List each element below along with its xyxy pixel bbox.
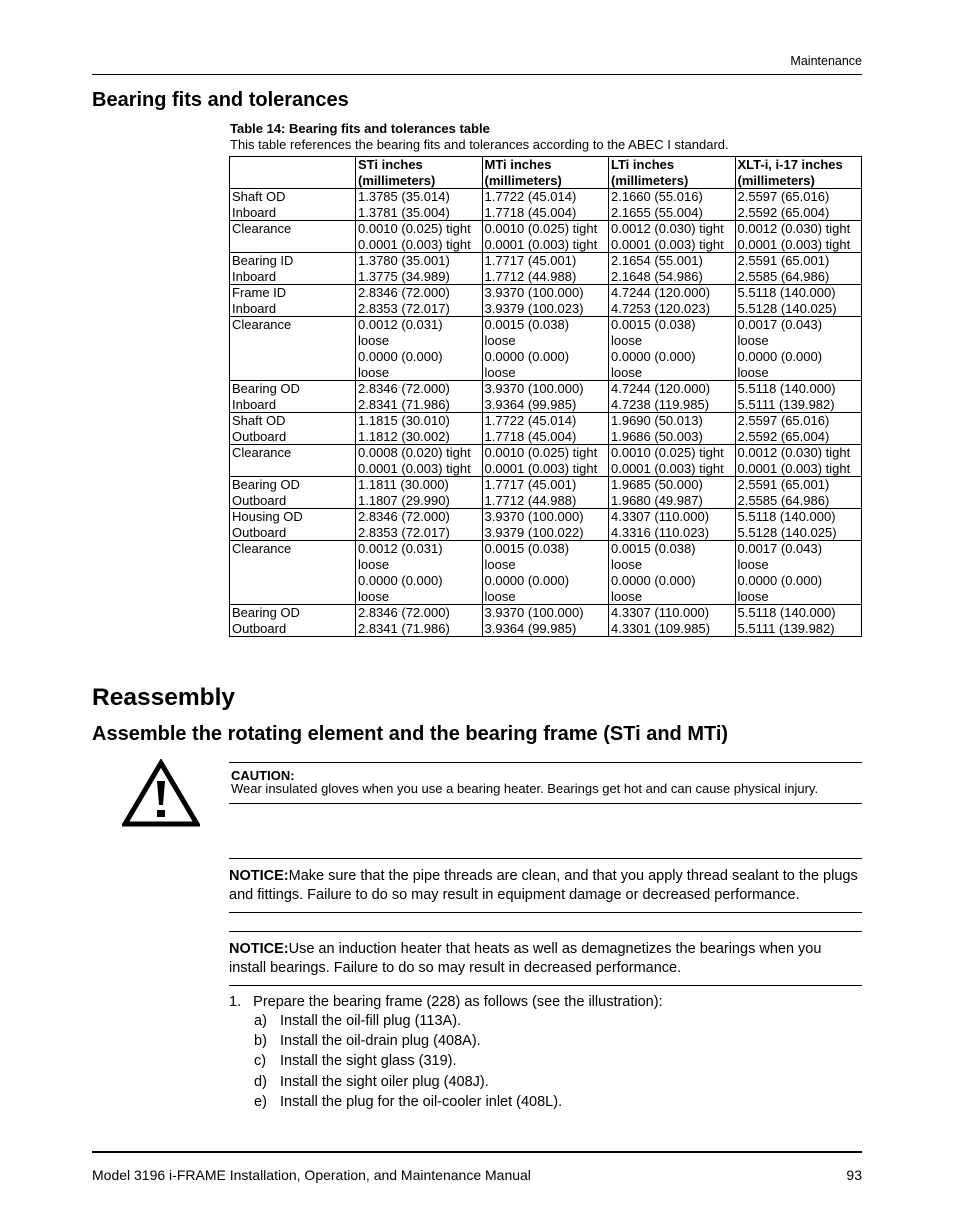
notice-text: Make sure that the pipe threads are clean, and that you apply thread sealant to the plugs and fittings. Failure to do so may result in equipment damage or decreased performance. [229, 868, 858, 903]
cell-line: loose [611, 364, 643, 380]
cell-line: 1.3781 (35.004) [358, 204, 450, 220]
row-label [230, 477, 356, 509]
table-caption: Table 14: Bearing fits and tolerances table [230, 121, 490, 136]
table-row [230, 541, 862, 605]
cell-line: 0.0001 (0.003) tight [737, 460, 851, 476]
table-cell [735, 477, 862, 509]
row-label-line: Bearing OD [232, 477, 300, 492]
row-label-line: Clearance [232, 541, 292, 556]
bearing-tolerances-table [229, 156, 862, 637]
row-label-line: Outboard [232, 428, 287, 444]
substep-letter: e) [254, 1094, 267, 1110]
column-header-line: STi inches [358, 157, 423, 172]
cell-line: 0.0000 (0.000) [484, 349, 570, 364]
table-cell [735, 381, 862, 413]
procedure-heading: Assemble the rotating element and the bearing frame (STi and MTi) [92, 723, 729, 745]
cell-line: 0.0012 (0.031) [358, 317, 443, 332]
cell-line: 3.9364 (99.985) [484, 620, 577, 636]
row-label-line: Inboard [232, 300, 277, 316]
table-cell [356, 413, 483, 445]
table-cell [482, 509, 609, 541]
cell-line: 2.8341 (71.986) [358, 396, 450, 412]
cell-line: 2.5597 (65.016) [737, 413, 830, 428]
cell-line: 5.5118 (140.000) [737, 605, 836, 620]
cell-line: loose [358, 364, 390, 380]
cell-line: 3.9364 (99.985) [484, 396, 577, 412]
table-row [230, 221, 862, 253]
cell-line: loose [737, 556, 769, 572]
cell-line: 1.1815 (30.010) [358, 413, 450, 428]
notice-text: Use an induction heater that heats as well as demagnetizes the bearings when you install bearings. Failure to do so may result in decreased performance. [229, 941, 822, 976]
row-label [230, 189, 356, 221]
cell-line: loose [484, 588, 516, 604]
row-label-line: Bearing ID [232, 253, 294, 268]
cell-line: 1.7722 (45.014) [484, 413, 577, 428]
cell-line: 2.5592 (65.004) [737, 204, 830, 220]
row-label [230, 605, 356, 637]
cell-line: 2.8341 (71.986) [358, 620, 450, 636]
cell-line: 1.1807 (29.990) [358, 492, 450, 508]
cell-line: 0.0008 (0.020) tight [358, 445, 471, 460]
cell-line: 5.5118 (140.000) [737, 509, 836, 524]
table-row [230, 413, 862, 445]
cell-line: 0.0017 (0.043) [737, 541, 823, 556]
table-cell [482, 381, 609, 413]
reassembly-heading: Reassembly [92, 684, 236, 711]
substep-letter: b) [254, 1033, 267, 1049]
cell-line: 0.0012 (0.030) tight [737, 221, 851, 236]
table-header-row [230, 157, 862, 189]
column-header-line: (millimeters) [737, 172, 815, 188]
caution-box [229, 762, 862, 804]
table-cell [482, 317, 609, 381]
cell-line: loose [611, 588, 643, 604]
cell-line: loose [484, 364, 516, 380]
table-cell [356, 253, 483, 285]
warning-triangle-icon [122, 759, 200, 827]
table-cell [735, 445, 862, 477]
cell-line: 4.7253 (120.023) [611, 300, 711, 316]
cell-line: 2.5585 (64.986) [737, 268, 830, 284]
table-cell [735, 317, 862, 381]
table-cell [356, 189, 483, 221]
cell-line: 4.7244 (120.000) [611, 381, 711, 396]
column-header [482, 157, 609, 189]
cell-line: 1.7718 (45.004) [484, 428, 577, 444]
page-number: 93 [846, 1167, 862, 1183]
table-row [230, 605, 862, 637]
table-cell [609, 509, 736, 541]
cell-line: 2.5592 (65.004) [737, 428, 830, 444]
substep [254, 1053, 457, 1069]
table-corner-cell [230, 157, 356, 189]
substep-letter: c) [254, 1053, 267, 1069]
cell-line: 0.0001 (0.003) tight [358, 236, 471, 252]
cell-line: 0.0010 (0.025) tight [611, 445, 724, 460]
cell-line: 2.8353 (72.017) [358, 524, 450, 540]
cell-line: 4.3301 (109.985) [611, 620, 711, 636]
table-row [230, 317, 862, 381]
cell-line: loose [611, 556, 643, 572]
column-header-line: MTi inches [484, 157, 552, 172]
cell-line: 0.0012 (0.030) tight [611, 221, 724, 236]
column-header-line: XLT-i, i-17 inches [737, 157, 843, 172]
cell-line: 0.0001 (0.003) tight [484, 460, 598, 476]
table-cell [609, 253, 736, 285]
row-label-line: Inboard [232, 396, 277, 412]
notice-box-heater [229, 931, 862, 986]
table-row [230, 189, 862, 221]
table-cell [356, 317, 483, 381]
cell-line: 5.5111 (139.982) [737, 620, 835, 636]
table-cell [356, 541, 483, 605]
cell-line: 1.9690 (50.013) [611, 413, 703, 428]
table-cell [735, 541, 862, 605]
table-cell [609, 541, 736, 605]
row-label-line: Inboard [232, 204, 277, 220]
table-cell [482, 541, 609, 605]
cell-line: 5.5111 (139.982) [737, 396, 835, 412]
table-cell [735, 221, 862, 253]
row-label-line: Bearing OD [232, 605, 300, 620]
cell-line: 0.0015 (0.038) [611, 317, 696, 332]
column-header [356, 157, 483, 189]
cell-line: 0.0001 (0.003) tight [611, 236, 724, 252]
cell-line: 2.5591 (65.001) [737, 477, 830, 492]
row-label [230, 445, 356, 477]
cell-line: 2.8346 (72.000) [358, 285, 450, 300]
caution-title: CAUTION: [231, 768, 295, 783]
substep [254, 1074, 489, 1090]
substep-text: Install the sight oiler plug (408J). [280, 1074, 489, 1090]
cell-line: 2.8346 (72.000) [358, 509, 450, 524]
row-label [230, 317, 356, 381]
row-label [230, 221, 356, 253]
cell-line: 3.9379 (100.022) [484, 524, 584, 540]
table-cell [609, 317, 736, 381]
table-cell [482, 445, 609, 477]
table-description: This table references the bearing fits and tolerances according to the ABEC I standard. [230, 137, 729, 152]
cell-line: 2.5585 (64.986) [737, 492, 830, 508]
table-cell [609, 221, 736, 253]
table-cell [735, 285, 862, 317]
cell-line: 0.0012 (0.030) tight [737, 445, 851, 460]
substep [254, 1094, 562, 1110]
cell-line: 5.5128 (140.025) [737, 300, 837, 316]
row-label-line: Inboard [232, 268, 277, 284]
cell-line: 3.9370 (100.000) [484, 605, 584, 620]
cell-line: 0.0001 (0.003) tight [484, 236, 598, 252]
row-label [230, 381, 356, 413]
column-header [609, 157, 736, 189]
table-cell [735, 413, 862, 445]
cell-line: 2.8346 (72.000) [358, 381, 450, 396]
table-cell [356, 509, 483, 541]
row-label [230, 413, 356, 445]
cell-line: 5.5128 (140.025) [737, 524, 837, 540]
cell-line: 0.0010 (0.025) tight [358, 221, 471, 236]
notice-label: NOTICE: [229, 868, 289, 884]
cell-line: 3.9379 (100.023) [484, 300, 584, 316]
table-cell [609, 285, 736, 317]
row-label-line: Clearance [232, 445, 292, 460]
table-cell [356, 445, 483, 477]
column-header [735, 157, 862, 189]
cell-line: loose [484, 556, 516, 572]
row-label-line: Clearance [232, 221, 292, 236]
table-cell [356, 477, 483, 509]
table-cell [609, 381, 736, 413]
cell-line: 0.0000 (0.000) [358, 349, 443, 364]
cell-line: 1.9680 (49.987) [611, 492, 703, 508]
row-label [230, 285, 356, 317]
cell-line: 0.0000 (0.000) [358, 573, 443, 588]
table-cell [482, 477, 609, 509]
cell-line: 1.1811 (30.000) [358, 477, 449, 492]
substep-letter: d) [254, 1074, 267, 1090]
table-cell [609, 477, 736, 509]
cell-line: loose [358, 332, 390, 348]
table-cell [735, 253, 862, 285]
substep-letter: a) [254, 1013, 267, 1029]
column-header-line: (millimeters) [611, 172, 689, 188]
cell-line: 4.3307 (110.000) [611, 509, 710, 524]
column-header-line: LTi inches [611, 157, 675, 172]
cell-line: loose [358, 556, 390, 572]
table-cell [735, 189, 862, 221]
substep-text: Install the oil-fill plug (113A). [280, 1013, 462, 1029]
cell-line: loose [737, 588, 769, 604]
cell-line: 2.1648 (54.986) [611, 268, 703, 284]
caution-text: Wear insulated gloves when you use a bearing heater. Bearings get hot and can cause physical injury. [231, 781, 819, 796]
table-cell [735, 605, 862, 637]
cell-line: 1.7722 (45.014) [484, 189, 577, 204]
cell-line: 0.0015 (0.038) [611, 541, 696, 556]
cell-line: 2.5597 (65.016) [737, 189, 830, 204]
table-cell [482, 413, 609, 445]
table-row [230, 381, 862, 413]
cell-line: 0.0012 (0.031) [358, 541, 443, 556]
cell-line: 0.0000 (0.000) [737, 349, 823, 364]
cell-line: 0.0000 (0.000) [611, 573, 696, 588]
cell-line: 2.8346 (72.000) [358, 605, 450, 620]
cell-line: 1.7712 (44.988) [484, 268, 577, 284]
table-cell [482, 605, 609, 637]
cell-line: 1.3785 (35.014) [358, 189, 450, 204]
cell-line: 0.0000 (0.000) [484, 573, 570, 588]
cell-line: 0.0010 (0.025) tight [484, 445, 598, 460]
notice-box-sealant [229, 858, 862, 913]
substep [254, 1033, 481, 1049]
table-cell [356, 285, 483, 317]
cell-line: 5.5118 (140.000) [737, 285, 836, 300]
cell-line: 0.0000 (0.000) [737, 573, 823, 588]
cell-line: 0.0010 (0.025) tight [484, 221, 598, 236]
row-label [230, 541, 356, 605]
column-header-line: (millimeters) [484, 172, 562, 188]
table-cell [356, 221, 483, 253]
footer-manual-title: Model 3196 i-FRAME Installation, Operation, and Maintenance Manual [92, 1167, 531, 1183]
step-1: 1. Prepare the bearing frame (228) as follows (see the illustration): [229, 994, 663, 1010]
cell-line: 4.7238 (119.985) [611, 396, 710, 412]
cell-line: 1.3775 (34.989) [358, 268, 450, 284]
substep-text: Install the oil-drain plug (408A). [280, 1033, 481, 1049]
column-header-line: (millimeters) [358, 172, 436, 188]
cell-line: 0.0017 (0.043) [737, 317, 823, 332]
row-label [230, 509, 356, 541]
table-cell [609, 413, 736, 445]
cell-line: loose [611, 332, 643, 348]
cell-line: 1.7718 (45.004) [484, 204, 577, 220]
cell-line: 1.1812 (30.002) [358, 428, 450, 444]
table-cell [609, 189, 736, 221]
cell-line: 0.0001 (0.003) tight [737, 236, 851, 252]
footer-divider [92, 1151, 862, 1153]
table-cell [482, 253, 609, 285]
row-label-line: Shaft OD [232, 189, 286, 204]
row-label-line: Housing OD [232, 509, 303, 524]
cell-line: 2.1655 (55.004) [611, 204, 703, 220]
row-label-line: Shaft OD [232, 413, 286, 428]
cell-line: 5.5118 (140.000) [737, 381, 836, 396]
cell-line: 1.7712 (44.988) [484, 492, 577, 508]
cell-line: 1.7717 (45.001) [484, 477, 577, 492]
table-cell [356, 605, 483, 637]
cell-line: 3.9370 (100.000) [484, 381, 584, 396]
section-heading: Bearing fits and tolerances [92, 89, 349, 111]
table-cell [482, 285, 609, 317]
table-cell [609, 605, 736, 637]
cell-line: 0.0001 (0.003) tight [611, 460, 724, 476]
row-label-line: Frame ID [232, 285, 287, 300]
table-cell [482, 221, 609, 253]
row-label-line: Outboard [232, 492, 287, 508]
table-row [230, 477, 862, 509]
notice-label: NOTICE: [229, 941, 289, 957]
cell-line: 0.0000 (0.000) [611, 349, 696, 364]
table-row [230, 253, 862, 285]
cell-line: 4.3307 (110.000) [611, 605, 710, 620]
header-divider [92, 74, 862, 75]
cell-line: loose [358, 588, 390, 604]
row-label-line: Bearing OD [232, 381, 300, 396]
row-label-line: Outboard [232, 524, 287, 540]
table-cell [735, 509, 862, 541]
cell-line: 0.0015 (0.038) [484, 317, 570, 332]
cell-line: 1.7717 (45.001) [484, 253, 577, 268]
cell-line: 0.0001 (0.003) tight [358, 460, 471, 476]
table-row [230, 509, 862, 541]
cell-line: 4.3316 (110.023) [611, 524, 710, 540]
cell-line: 2.5591 (65.001) [737, 253, 830, 268]
cell-line: 1.9686 (50.003) [611, 428, 703, 444]
row-label-line: Clearance [232, 317, 292, 332]
substep [254, 1013, 461, 1029]
table-row [230, 285, 862, 317]
cell-line: 3.9370 (100.000) [484, 285, 584, 300]
table-cell [609, 445, 736, 477]
substep-text: Install the plug for the oil-cooler inlet (408L). [280, 1094, 563, 1110]
cell-line: loose [737, 364, 769, 380]
running-header: Maintenance [790, 54, 862, 68]
row-label-line: Outboard [232, 620, 287, 636]
row-label [230, 253, 356, 285]
cell-line: loose [484, 332, 516, 348]
substep-text: Install the sight glass (319). [280, 1053, 457, 1069]
cell-line: 2.1660 (55.016) [611, 189, 703, 204]
table-row [230, 445, 862, 477]
table-cell [356, 381, 483, 413]
cell-line: 2.8353 (72.017) [358, 300, 450, 316]
cell-line: loose [737, 332, 769, 348]
cell-line: 1.3780 (35.001) [358, 253, 450, 268]
cell-line: 4.7244 (120.000) [611, 285, 711, 300]
cell-line: 0.0015 (0.038) [484, 541, 570, 556]
cell-line: 1.9685 (50.000) [611, 477, 703, 492]
cell-line: 3.9370 (100.000) [484, 509, 584, 524]
cell-line: 2.1654 (55.001) [611, 253, 703, 268]
table-cell [482, 189, 609, 221]
